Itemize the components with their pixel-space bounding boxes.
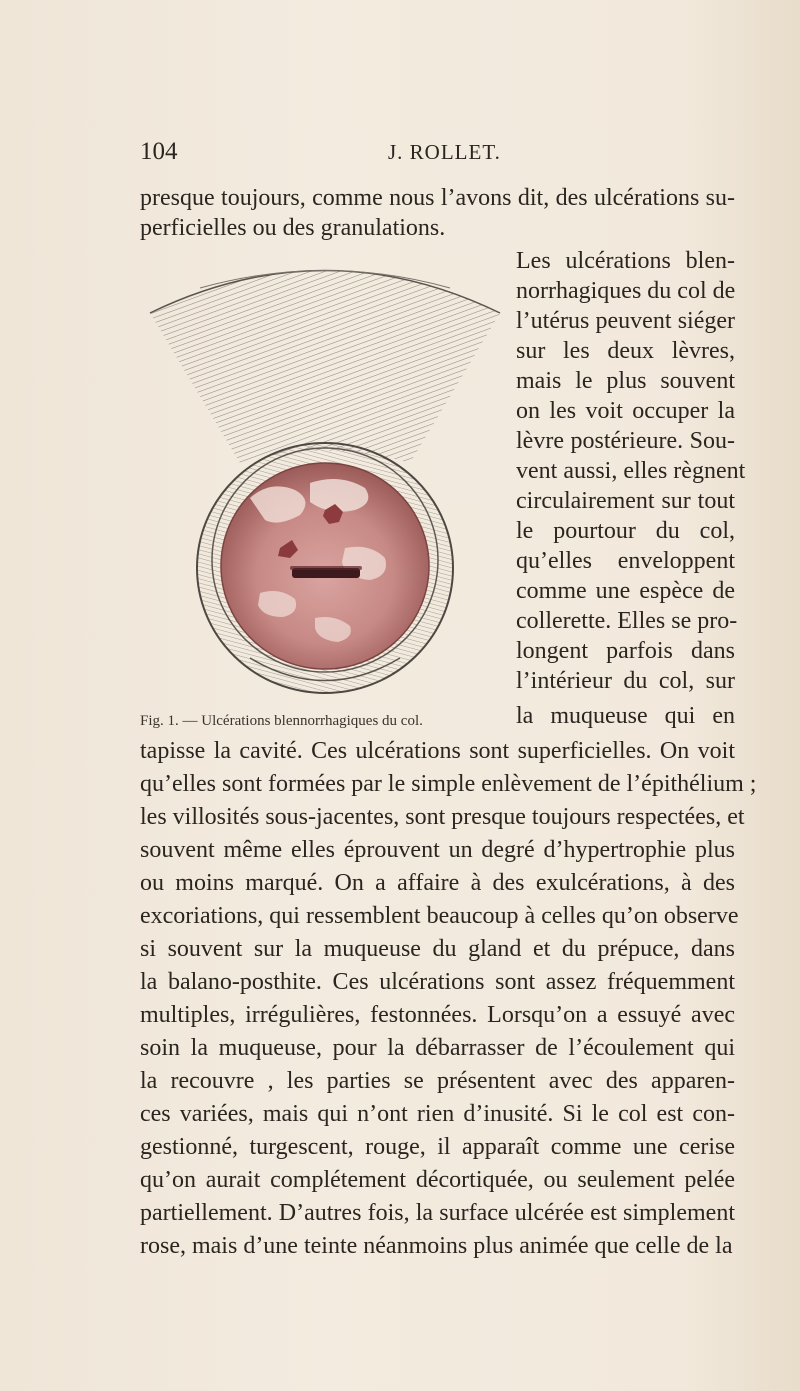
text-line: les villosités sous-jacentes, sont presque toujours respectées, et [140,804,745,830]
text-line: soin la muqueuse, pour la débarrasser de l’écoulement qui [140,1035,735,1061]
text-line: collerette. Elles se pro- [516,608,738,634]
text-line: lèvre postérieure. Sou- [516,428,735,454]
speculum-cervix-illustration [140,248,510,708]
text-line: la muqueuse qui en [516,703,735,729]
text-line: tapisse la cavité. Ces ulcérations sont superficielles. On voit [140,738,735,764]
text-line: la balano-posthite. Ces ulcérations sont assez fréquemment [140,969,735,995]
text-line: qu’elles enveloppent [516,548,735,574]
page-number: 104 [140,138,178,165]
text-line: l’utérus peuvent siéger [516,308,735,334]
text-line: gestionné, turgescent, rouge, il apparaît comme une cerise [140,1134,735,1160]
text-line: circulairement sur tout [516,488,735,514]
text-line: ou moins marqué. On a affaire à des exulcérations, à des [140,870,735,896]
text-line: longent parfois dans [516,638,735,664]
text-line: presque toujours, comme nous l’avons dit, des ulcérations su- [140,185,735,211]
text-line: excoriations, qui ressemblent beaucoup à celles qu’on observe [140,903,739,929]
text-line: norrhagiques du col de [516,278,736,304]
page-header [140,138,735,172]
text-line: mais le plus souvent [516,368,735,394]
text-line: la recouvre , les parties se présentent avec des apparen- [140,1068,735,1094]
text-line: on les voit occuper la [516,398,735,424]
text-line: partiellement. D’autres fois, la surface ulcérée est simplement [140,1200,735,1226]
text-line: Les ulcérations blen- [516,248,735,274]
text-line: le pourtour du col, [516,518,735,544]
text-line: vent aussi, elles règnent [516,458,746,484]
text-line: l’intérieur du col, sur [516,668,735,694]
text-line: comme une espèce de [516,578,735,604]
text-line: multiples, irrégulières, festonnées. Lorsqu’on a essuyé avec [140,1002,735,1028]
running-head: J. ROLLET. [388,140,501,164]
figure-illustration [140,248,510,708]
text-line: souvent même elles éprouvent un degré d’hypertrophie plus [140,837,735,863]
text-line: qu’on aurait complétement décortiquée, ou seulement pelée [140,1167,735,1193]
text-line: qu’elles sont formées par le simple enlèvement de l’épithélium ; [140,771,757,797]
text-line: perficielles ou des granulations. [140,215,446,241]
figure-caption: Fig. 1. — Ulcérations blennorrhagiques du col. [140,713,423,729]
text-line: rose, mais d’une teinte néanmoins plus animée que celle de la [140,1233,733,1259]
text-line: ces variées, mais qui n’ont rien d’inusité. Si le col est con- [140,1101,735,1127]
text-line: sur les deux lèvres, [516,338,735,364]
text-line: si souvent sur la muqueuse du gland et du prépuce, dans [140,936,735,962]
